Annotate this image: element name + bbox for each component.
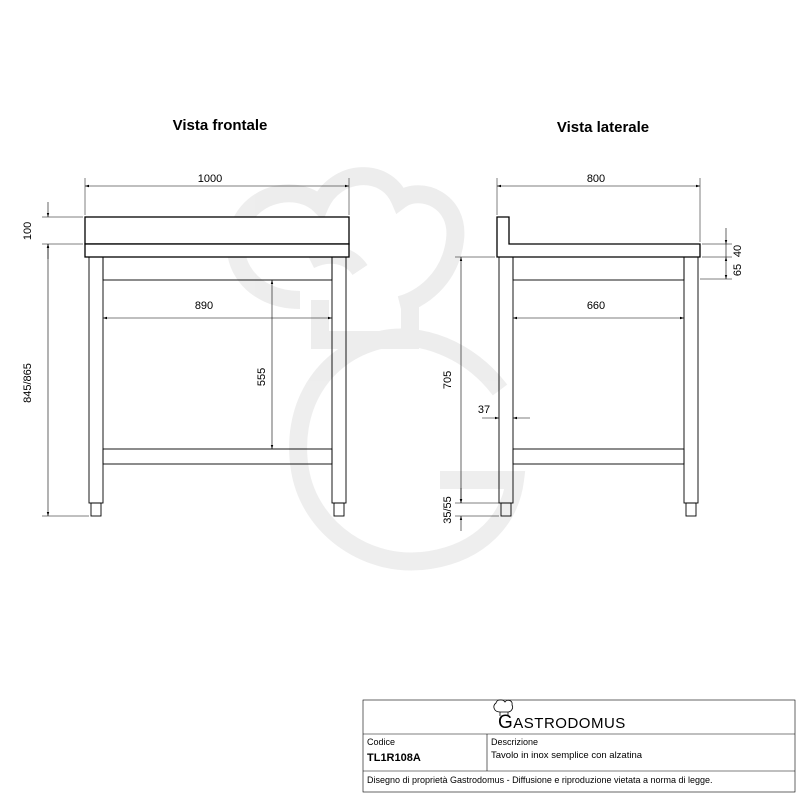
side-right-leg bbox=[684, 257, 698, 503]
code-label: Codice bbox=[367, 737, 396, 747]
desc-value: Tavolo in inox semplice con alzatina bbox=[491, 750, 643, 761]
brand-name bbox=[498, 712, 626, 733]
front-table-top-rim bbox=[85, 244, 349, 257]
title-block bbox=[363, 700, 795, 792]
side-top-rail bbox=[513, 257, 684, 280]
dim-top-offset: 40 bbox=[732, 244, 744, 258]
side-upstand-and-top bbox=[497, 217, 700, 257]
side-undershelf bbox=[513, 449, 684, 464]
dim-inner-depth: 660 bbox=[586, 300, 606, 312]
dim-height-total: 845/865 bbox=[22, 363, 34, 403]
brand-initial: G bbox=[498, 712, 514, 733]
dim-splash-height: 65 bbox=[732, 263, 744, 277]
dim-width-total: 1000 bbox=[197, 173, 223, 185]
front-top-rail bbox=[103, 257, 332, 280]
brand-rest: ASTRODOMUS bbox=[513, 715, 626, 732]
dim-foot-height: 35/55 bbox=[442, 496, 454, 524]
code-value: TL1R108A bbox=[367, 752, 421, 764]
footer-note: Disegno di proprietà Gastrodomus - Diffusione e riproduzione vietata a norma di legge. bbox=[367, 775, 713, 785]
dim-leg-height: 705 bbox=[442, 370, 454, 390]
front-view-title: Vista frontale bbox=[172, 117, 268, 134]
side-right-foot bbox=[686, 503, 696, 516]
dim-frame-height: 555 bbox=[256, 367, 268, 387]
dim-leg-size: 37 bbox=[477, 404, 491, 416]
front-right-foot bbox=[334, 503, 344, 516]
front-left-leg bbox=[89, 257, 103, 503]
side-view-title: Vista laterale bbox=[556, 119, 650, 136]
dim-depth-total: 800 bbox=[586, 173, 606, 185]
front-left-foot bbox=[91, 503, 101, 516]
dim-inner-width: 890 bbox=[194, 300, 214, 312]
dim-top-thickness: 100 bbox=[22, 221, 34, 241]
front-right-leg bbox=[332, 257, 346, 503]
side-view bbox=[442, 119, 744, 531]
front-table-top bbox=[85, 217, 349, 244]
desc-label: Descrizione bbox=[491, 737, 539, 747]
